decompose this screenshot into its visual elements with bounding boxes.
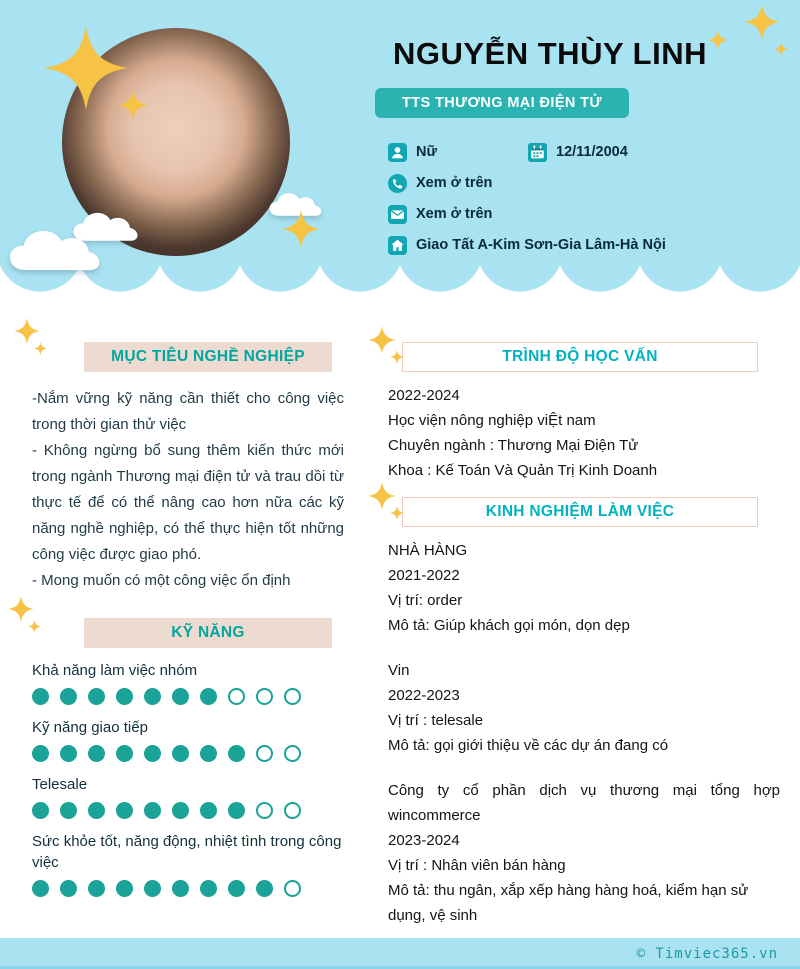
birthdate-value: 12/11/2004 — [556, 144, 628, 160]
objective-text — [32, 386, 344, 594]
sparkle-icon — [744, 4, 780, 40]
skill-label: Telesale — [32, 776, 88, 793]
info-row-gender-birthdate — [388, 142, 788, 162]
skill-dot-empty — [284, 688, 301, 705]
sparkle-icon — [28, 620, 41, 633]
experience-entry — [388, 538, 780, 638]
sparkle-icon — [14, 318, 40, 344]
info-row-email — [388, 204, 788, 224]
sparkle-icon — [44, 26, 128, 110]
email-value: Xem ở trên — [416, 206, 493, 222]
skill-dot-filled — [60, 802, 77, 819]
education-period: 2022-2024 — [388, 387, 460, 404]
gender-field — [388, 143, 528, 162]
skill-dot-filled — [88, 688, 105, 705]
calendar-icon — [528, 143, 547, 162]
experience-period: 2023-2024 — [388, 832, 460, 849]
experience-company: Vin — [388, 662, 410, 679]
skill-dot-filled — [200, 745, 217, 762]
skill-dot-filled — [116, 745, 133, 762]
skill-label: Khả năng làm việc nhóm — [32, 662, 198, 679]
experience-description: Mô tả: thu ngân, xắp xếp hàng hàng hoá, kiểm hạn sử dụng, vệ sinh — [388, 882, 749, 924]
experience-entry — [388, 658, 780, 758]
home-icon — [388, 236, 407, 255]
education-details — [388, 383, 780, 483]
experience-period: 2021-2022 — [388, 567, 460, 584]
sparkle-icon — [390, 350, 404, 364]
experience-entry — [388, 778, 780, 928]
skill-dot-empty — [256, 802, 273, 819]
objective-paragraph: - Không ngừng bổ sung thêm kiến thức mới trong ngành Thương mại điện tử và trau dồi từ thực tế để có thể nâng cao hơn nữa các kỹ năng nghề nghiệp, có thể thực hiện tốt những công việc được giao phó. — [32, 442, 344, 563]
skill-dot-filled — [144, 688, 161, 705]
left-column — [14, 342, 348, 928]
skill-dot-empty — [256, 688, 273, 705]
objective-paragraph: - Mong muốn có một công việc ổn định — [32, 572, 291, 589]
skill-rating — [32, 688, 344, 705]
info-row-address — [388, 235, 788, 255]
mail-icon — [388, 205, 407, 224]
experience-position: Vị trí: order — [388, 592, 463, 609]
skill-item — [32, 831, 344, 897]
skill-dot-filled — [172, 880, 189, 897]
person-icon — [388, 143, 407, 162]
skill-dot-empty — [284, 802, 301, 819]
experience-description: Mô tả: Giúp khách gọi món, dọn dẹp — [388, 617, 630, 634]
sparkle-icon — [390, 506, 404, 520]
skill-dot-filled — [60, 880, 77, 897]
skill-dot-filled — [60, 688, 77, 705]
skill-dot-filled — [144, 802, 161, 819]
skill-dot-filled — [32, 880, 49, 897]
skill-dot-empty — [284, 880, 301, 897]
education-school: Học viện nông nghiệp viỆt nam — [388, 412, 596, 429]
skill-dot-filled — [116, 688, 133, 705]
sparkle-icon — [708, 30, 728, 50]
right-column — [382, 342, 786, 928]
footer — [0, 938, 800, 969]
skill-dot-empty — [284, 745, 301, 762]
phone-icon — [388, 174, 407, 193]
skill-dot-filled — [172, 745, 189, 762]
experience-heading: KINH NGHIỆM LÀM VIỆC — [402, 497, 758, 527]
skill-dot-filled — [144, 880, 161, 897]
birthdate-field — [528, 143, 628, 162]
skill-dot-filled — [144, 745, 161, 762]
skill-dot-filled — [172, 802, 189, 819]
experience-company: NHÀ HÀNG — [388, 542, 468, 559]
sparkle-icon — [8, 596, 34, 622]
skill-rating — [32, 745, 344, 762]
body — [0, 306, 800, 928]
skill-dot-filled — [228, 880, 245, 897]
phone-value: Xem ở trên — [416, 175, 493, 191]
sparkle-icon — [118, 90, 148, 120]
education-faculty: Khoa : Kế Toán Và Quản Trị Kinh Doanh — [388, 462, 658, 479]
skill-dot-filled — [256, 880, 273, 897]
skill-dot-filled — [32, 745, 49, 762]
email-field — [388, 205, 492, 224]
skill-dot-filled — [32, 688, 49, 705]
education-major: Chuyên ngành : Thương Mại Điện Tử — [388, 437, 639, 454]
skill-dot-filled — [200, 802, 217, 819]
skill-rating — [32, 802, 344, 819]
objective-heading: MỤC TIÊU NGHỀ NGHIỆP — [84, 342, 332, 372]
name-heading: NGUYỄN THÙY LINH — [393, 36, 708, 71]
skill-item — [32, 774, 344, 819]
skill-label: Sức khỏe tốt, năng động, nhiệt tình trong công việc — [32, 833, 342, 871]
experience-company: Công ty cổ phần dịch vụ thương mại tổng hợp wincommerce — [388, 782, 780, 824]
skill-dot-filled — [116, 802, 133, 819]
copyright-text: © Timviec365.vn — [636, 945, 778, 962]
skill-dot-filled — [32, 802, 49, 819]
skill-dot-filled — [200, 880, 217, 897]
skills-heading: KỸ NĂNG — [84, 618, 332, 648]
contact-info — [388, 142, 788, 266]
sparkle-icon — [282, 210, 320, 248]
skill-dot-filled — [200, 688, 217, 705]
skill-dot-filled — [88, 880, 105, 897]
skill-dot-filled — [228, 745, 245, 762]
gender-value: Nữ — [416, 144, 437, 160]
skill-label: Kỹ năng giao tiếp — [32, 719, 148, 736]
objective-paragraph: -Nắm vững kỹ năng cần thiết cho công việc trong thời gian thử việc — [32, 390, 344, 433]
experience-position: Vị trí : Nhân viên bán hàng — [388, 857, 566, 874]
skill-rating — [32, 880, 344, 897]
experience-list — [388, 538, 780, 928]
job-title-badge: TTS THƯƠNG MẠI ĐIỆN TỬ — [375, 88, 629, 118]
skill-dot-filled — [88, 802, 105, 819]
skills-list — [32, 660, 344, 897]
skill-dot-filled — [116, 880, 133, 897]
skill-dot-filled — [228, 802, 245, 819]
address-value: Giao Tất A-Kim Sơn-Gia Lâm-Hà Nội — [416, 237, 666, 253]
experience-description: Mô tả: gọi giới thiệu về các dự án đang có — [388, 737, 669, 754]
cloud-icon — [6, 222, 130, 274]
experience-period: 2022-2023 — [388, 687, 460, 704]
sparkle-icon — [774, 42, 788, 56]
skill-dot-filled — [60, 745, 77, 762]
education-heading: TRÌNH ĐỘ HỌC VẤN — [402, 342, 758, 372]
info-row-phone — [388, 173, 788, 193]
experience-position: Vị trí : telesale — [388, 712, 484, 729]
skill-dot-filled — [172, 688, 189, 705]
address-field — [388, 236, 666, 255]
skill-item — [32, 660, 344, 705]
sparkle-icon — [34, 342, 47, 355]
skill-item — [32, 717, 344, 762]
skill-dot-filled — [88, 745, 105, 762]
skill-dot-empty — [228, 688, 245, 705]
skill-dot-empty — [256, 745, 273, 762]
phone-field — [388, 174, 492, 193]
